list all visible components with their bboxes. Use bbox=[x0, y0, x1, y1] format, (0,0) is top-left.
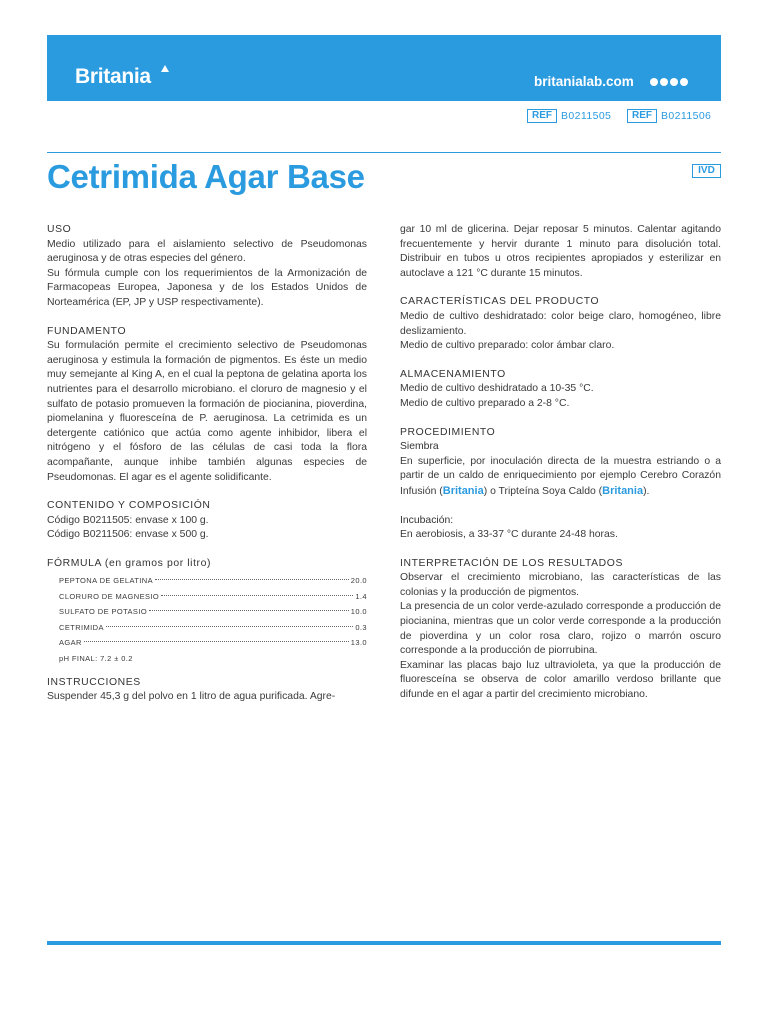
contenido-line-2: Código B0211506: envase x 500 g. bbox=[47, 529, 209, 541]
incubacion-text: En aerobiosis, a 33-37 °C durante 24-48 horas. bbox=[400, 529, 618, 541]
section-heading-uso: USO bbox=[47, 224, 72, 235]
bottom-divider bbox=[47, 941, 721, 945]
instagram-icon[interactable] bbox=[660, 78, 668, 86]
formula-row: CLORURO DE MAGNESIO 1.4 bbox=[59, 591, 367, 601]
brand-logo: Britania bbox=[75, 65, 151, 88]
social-links bbox=[650, 78, 688, 86]
ref-code: B0211505 bbox=[561, 110, 612, 122]
ivd-badge: IVD bbox=[692, 164, 721, 178]
almacenamiento-text-2: Medio de cultivo preparado a 2-8 °C. bbox=[400, 397, 570, 409]
section-heading-caracteristicas: CARACTERÍSTICAS DEL PRODUCTO bbox=[400, 296, 600, 308]
section-heading-almacenamiento: ALMACENAMIENTO bbox=[400, 368, 506, 380]
header-banner bbox=[47, 35, 721, 101]
siembra-subheading: Siembra bbox=[400, 441, 439, 453]
youtube-icon[interactable] bbox=[680, 78, 688, 86]
contenido-line-1: Código B0211505: envase x 100 g. bbox=[47, 514, 209, 526]
section-heading-fundamento: FUNDAMENTO bbox=[47, 325, 127, 337]
almacenamiento-text-1: Medio de cultivo deshidratado a 10-35 °C. bbox=[400, 383, 594, 395]
ref-code: B0211506 bbox=[661, 110, 712, 122]
section-heading-formula: FÓRMULA (en gramos por litro) bbox=[47, 557, 212, 569]
formula-row: PEPTONA DE GELATINA 20.0 bbox=[59, 576, 367, 586]
right-column bbox=[400, 223, 721, 703]
page-title: Cetrimida Agar Base bbox=[47, 158, 365, 195]
formula-row: AGAR 13.0 bbox=[59, 638, 367, 648]
ref-label: REF bbox=[527, 109, 557, 123]
top-divider bbox=[47, 152, 721, 153]
facebook-icon[interactable] bbox=[650, 78, 658, 86]
linkedin-icon[interactable] bbox=[670, 78, 678, 86]
ph-final: pH FINAL: 7.2 ± 0.2 bbox=[59, 653, 133, 663]
website-link[interactable]: britanialab.com bbox=[534, 74, 634, 89]
caracteristicas-text-2: Medio de cultivo preparado: color ámbar claro. bbox=[400, 340, 615, 352]
formula-row: SULFATO DE POTASIO 10.0 bbox=[59, 607, 367, 617]
section-heading-procedimiento: PROCEDIMIENTO bbox=[400, 426, 496, 438]
instrucciones-continued: gar 10 ml de glicerina. Dejar reposar 5 minutos. Calentar agitando frecuentemente y hervir durante 1 minuto para disolución total. Distribuir en tubos u otros recipientes apropiados y esterilizar en autoclave a 121 °C durante 15 minutos. bbox=[400, 224, 721, 279]
interpretacion-text-3: Examinar las placas bajo luz ultravioleta, ya que la producción de fluoresceína se observa de color amarillo verdoso brillante que difunde en el agar a partir del crecimiento microbiano. bbox=[400, 659, 721, 701]
left-column bbox=[47, 223, 367, 705]
interpretacion-text-2: La presencia de un color verde-azulado corresponde a producción de piocianina, mientras que un color verde corresponde a la producción de pioverdina y un color rosa claro, rojizo o marrón oscuro corresponde a la producción de piorrubina. bbox=[400, 601, 721, 657]
siembra-text: En superficie, por inoculación directa de la muestra estriando o a partir de un caldo de enriquecimiento por ejemplo Cerebro Corazón Infusión (Britania) o Tripteína Soya Caldo (Britania). bbox=[400, 455, 721, 497]
britania-inline-logo: Britania bbox=[442, 484, 484, 497]
uso-text-2: Su fórmula cumple con los requerimientos de la Armonización de Farmacopeas Europea, Japonesa y de los Estados Unidos de Norteamérica (EP, JP y USP respectivamente). bbox=[47, 267, 367, 308]
formula-table bbox=[47, 573, 367, 665]
section-heading-interpretacion: INTERPRETACIÓN DE LOS RESULTADOS bbox=[400, 557, 624, 569]
caracteristicas-text-1: Medio de cultivo deshidratado: color beige claro, homogéneo, libre deslizamiento. bbox=[400, 310, 721, 337]
logo-triangle-icon bbox=[161, 65, 169, 72]
interpretacion-text-1: Observar el crecimiento microbiano, las características de las colonias y la producción de pigmentos. bbox=[400, 572, 721, 598]
fundamento-text: Su formulación permite el crecimiento selectivo de Pseudomonas aeruginosa y estimula la formación de pigmentos. Es éste un medio muy semejante al King A, en el cual la peptona de gelatina aporta los nutrientes para el desarrollo microbiano. el cloruro de magnesio y el sulfato de potasio promueven la formación de piocianina, pioverdina, piomelanina y fluoresceína de P. aeruginosa. La cetrimida es un detergente catiónico que actúa como agente inhibidor, libera el nitrógeno y el fósforo de las células de casi toda la flora acompañante, aunque inhibe también algunas especies de Pseudomonas. El agar es el agente solidificante. bbox=[47, 340, 367, 483]
incubacion-subheading: Incubación: bbox=[400, 514, 454, 526]
uso-text-1: Medio utilizado para el aislamiento selectivo de Pseudomonas aeruginosa y de otras especies del género. bbox=[47, 238, 367, 265]
ref-label: REF bbox=[627, 109, 657, 123]
section-heading-contenido: CONTENIDO Y COMPOSICIÓN bbox=[47, 500, 211, 512]
section-heading-instrucciones: INSTRUCCIONES bbox=[47, 676, 141, 688]
britania-inline-logo: Britania bbox=[602, 484, 644, 497]
ref-1 bbox=[527, 108, 611, 124]
instrucciones-text: Suspender 45,3 g del polvo en 1 litro de agua purificada. Agre- bbox=[47, 691, 336, 703]
ref-2 bbox=[627, 108, 711, 124]
formula-row: CETRIMIDA 0.3 bbox=[59, 622, 367, 632]
